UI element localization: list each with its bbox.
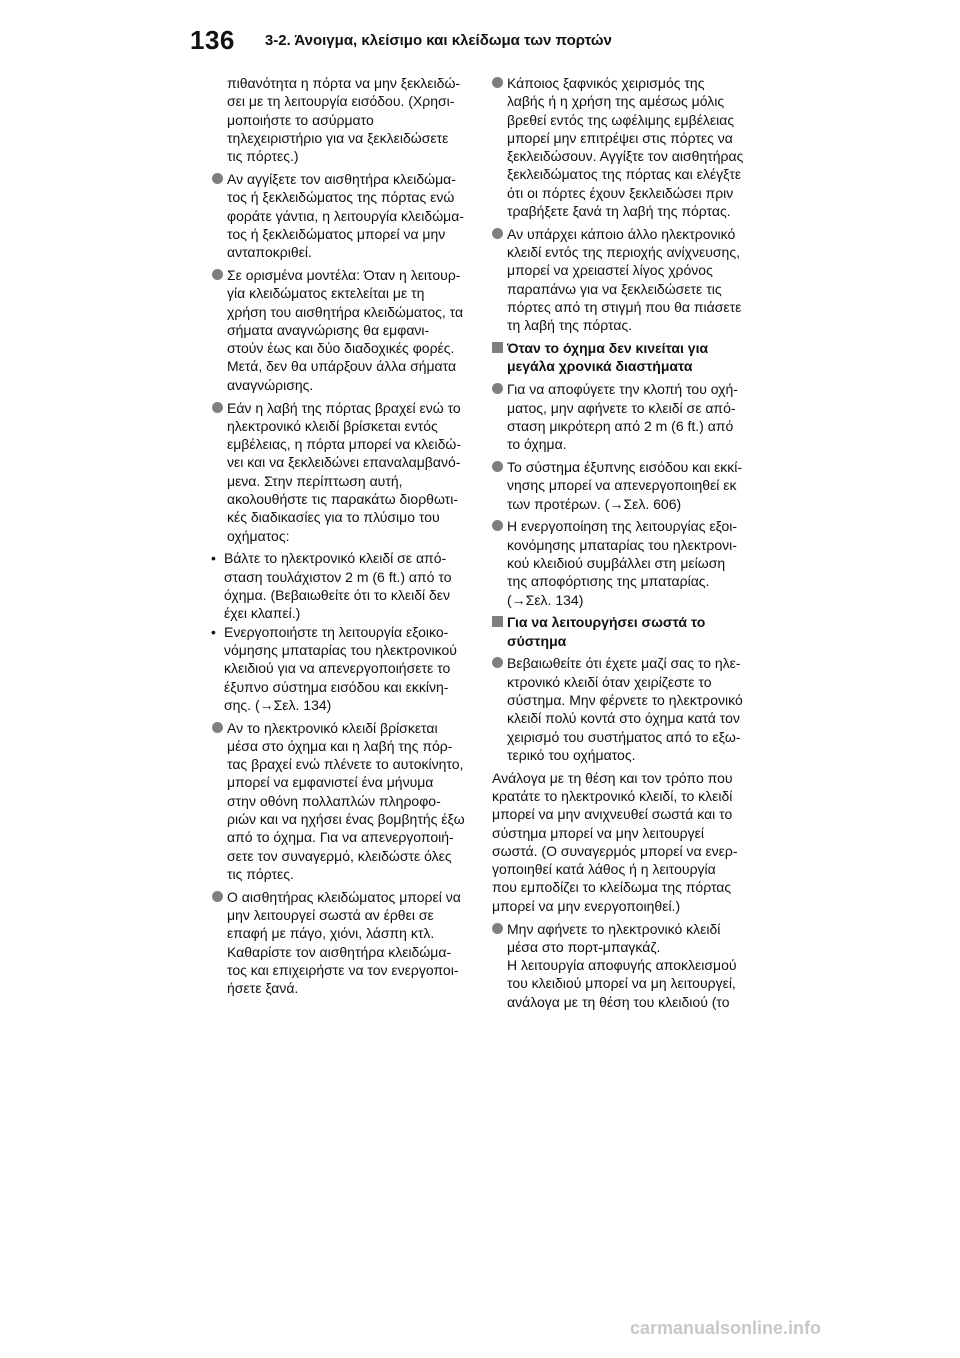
text-line: ανάλογα με τη θέση του κλειδιού (το [507, 993, 730, 1010]
text-line: τερικό του οχήματος. [507, 746, 636, 763]
text-line: παραπάνω για να ξεκλειδώσετε τις [507, 280, 722, 297]
text-line: Ο αισθητήρας κλειδώματος μπορεί να [227, 888, 461, 905]
text-line: χειρισμό του συστήματος από το εξω- [507, 728, 741, 745]
text-line: Βάλτε το ηλεκτρονικό κλειδί σε από- [224, 550, 447, 567]
text-line: Η λειτουργία αποφυγής αποκλεισμού [507, 957, 737, 974]
text-line: μπορεί να χρειαστεί λίγος χρόνος [507, 262, 713, 279]
text-line: κτρονικό κλειδί όταν χειρίζεστε το [507, 673, 712, 690]
section-heading [492, 339, 754, 376]
sub-bullet-dot-icon: • [211, 623, 216, 640]
text-line: Για να αποφύγετε την κλοπή του οχή- [507, 381, 738, 398]
bullet-item [492, 920, 754, 1011]
text-line: τας βραχεί ενώ πλένετε το αυτοκίνητο, [227, 756, 464, 773]
text-line: Αν αγγίξετε τον αισθητήρα κλειδώμα- [227, 170, 456, 187]
text-line: κού κλειδιού συμβάλλει στη μείωση [507, 554, 726, 571]
bullet-circle-icon [492, 383, 503, 394]
bullet-circle-icon [212, 269, 223, 280]
text-line: νησης μπορεί να απενεργοποιηθεί εκ [507, 477, 737, 494]
continued-paragraph [212, 74, 476, 165]
text-line: έξυπνο σύστημα εισόδου και εκκίνη- [224, 678, 449, 695]
text-line: ανταποκριθεί. [227, 244, 312, 261]
text-line: φοράτε γάντια, η λειτουργία κλειδώμα- [227, 207, 464, 224]
text-line: που εμποδίζει το κλείδωμα της πόρτας [492, 879, 732, 896]
bullet-circle-icon [212, 402, 223, 413]
bullet-item [492, 74, 754, 220]
bullet-circle-icon [492, 923, 503, 934]
text-line: Το σύστημα έξυπνης εισόδου και εκκί- [507, 458, 743, 475]
text-line: από το όχημα. Για να απενεργοποιή- [227, 829, 454, 846]
text-line: γία κλειδώματος εκτελείται με τη [227, 285, 425, 302]
text-line: μοποιήστε το ασύρματο [227, 111, 374, 128]
text-line: Για να λειτουργήσει σωστά το [507, 614, 706, 631]
text-line: τις πόρτες.) [227, 148, 299, 165]
text-line: (→Σελ. 134) [507, 591, 584, 608]
bullet-circle-icon [492, 657, 503, 668]
text-line: αναγνώρισης. [227, 376, 314, 393]
text-line: τος και επιχειρήστε να τον ενεργοποι- [227, 961, 459, 978]
text-line: ριών και να ηχήσει ένας βομβητής έξω [227, 811, 465, 828]
section-square-icon [492, 616, 503, 627]
bullet-circle-icon [212, 722, 223, 733]
text-line: τη λαβή της πόρτας. [507, 317, 633, 334]
text-line: σετε τον συναγερμό, κλειδώστε όλες [227, 847, 452, 864]
text-line: μενα. Στην περίπτωση αυτή, [227, 472, 403, 489]
bullet-item [212, 888, 476, 998]
text-line: ματος, μην αφήνετε το κλειδί σε από- [507, 399, 736, 416]
page-number: 136 [190, 24, 235, 55]
text-line: ξεκλειδώματος της πόρτας και ελέγξτε [507, 166, 742, 183]
text-line: Όταν το όχημα δεν κινείται για [507, 340, 709, 357]
text-line: τος ή ξεκλειδώματος της πόρτας ενώ [227, 189, 455, 206]
text-line: χρήση του αισθητήρα κλειδώματος, τα [227, 303, 464, 320]
text-line: κλειδί εντός της περιοχής ανίχνευσης, [507, 244, 740, 261]
bullet-item [212, 170, 476, 261]
text-line: σταση μικρότερη από 2 m (6 ft.) από [507, 417, 734, 434]
text-line: Σε ορισμένα μοντέλα: Όταν η λειτουρ- [227, 266, 461, 283]
text-line: γοποιηθεί κατά λάθος ή η λειτουργία [492, 861, 716, 878]
text-line: Κάποιος ξαφνικός χειρισμός της [507, 75, 705, 91]
text-line: ακολουθήστε τις παρακάτω διορθωτι- [227, 491, 458, 508]
bullet-item [212, 719, 476, 884]
left-column [212, 74, 476, 1002]
sub-bullet-dot-icon: • [211, 550, 216, 567]
sub-bullet-item [209, 549, 476, 622]
bullet-item [492, 458, 754, 513]
text-line: Βεβαιωθείτε ότι έχετε μαζί σας το ηλε- [507, 655, 741, 672]
bullet-circle-icon [212, 173, 223, 184]
text-line: ότι οι πόρτες έχουν ξεκλειδώσει πριν [507, 184, 734, 201]
text-line: τος ή ξεκλειδώματος μπορεί να μην [227, 225, 446, 242]
text-line: κονόμησης μπαταρίας του ηλεκτρονι- [507, 536, 737, 553]
section-heading [492, 613, 754, 650]
bullet-circle-icon [212, 891, 223, 902]
bullet-circle-icon [492, 228, 503, 239]
text-line: σης. (→Σελ. 134) [224, 696, 332, 713]
text-line: μέσα στο όχημα και η λαβή της πόρ- [227, 737, 453, 754]
bullet-item [212, 266, 476, 394]
bullet-item [492, 517, 754, 608]
text-line: Εάν η λαβή της πόρτας βραχεί ενώ το [227, 399, 461, 416]
text-line: κλειδί πολύ κοντά στο όχημα κατά τον [507, 710, 740, 727]
text-line: μπορεί να μην ανιχνευθεί σωστά και το [492, 806, 733, 823]
bullet-item [492, 380, 754, 453]
page-header [190, 20, 612, 60]
text-line: σύστημα μπορεί να μην λειτουργεί [492, 824, 704, 841]
section-square-icon [492, 342, 503, 353]
sub-bullet-item [209, 623, 476, 714]
text-line: στην οθόνη πολλαπλών πληροφο- [227, 792, 441, 809]
text-line: ήσετε ξανά. [227, 980, 299, 997]
right-column [492, 74, 754, 1016]
text-line: Μην αφήνετε το ηλεκτρονικό κλειδί [507, 920, 721, 937]
text-line: σταση τουλάχιστον 2 m (6 ft.) από το [224, 568, 452, 585]
text-line: Καθαρίστε τον αισθητήρα κλειδώμα- [227, 943, 452, 960]
text-line: Ενεργοποιήστε τη λειτουργία εξοικο- [224, 623, 449, 640]
text-line: ηλεκτρονικό κλειδί βρίσκεται εντός [227, 417, 438, 434]
text-line: των προτέρων. (→Σελ. 606) [507, 495, 682, 512]
text-line: κρατάτε το ηλεκτρονικό κλειδί, το κλειδί [492, 787, 733, 804]
bullet-item [212, 399, 476, 545]
text-line: Ανάλογα με τη θέση και τον τρόπο που [492, 769, 733, 786]
text-line: Αν το ηλεκτρονικό κλειδί βρίσκεται [227, 719, 438, 736]
bullet-circle-icon [492, 520, 503, 531]
text-line: μέσα στο πορτ-μπαγκάζ. [507, 938, 661, 955]
text-line: Αν υπάρχει κάποιο άλλο ηλεκτρονικό [507, 225, 736, 242]
text-line: λαβής ή η χρήση της αμέσως μόλις [507, 93, 725, 110]
text-line: τραβήξετε ξανά τη λαβή της πόρτας. [507, 203, 731, 220]
text-line: κλειδιού για να απενεργοποιήσετε το [224, 660, 451, 677]
text-line: το όχημα. [507, 436, 567, 453]
text-line: στούν έως και δύο διαδοχικές φορές. [227, 340, 455, 357]
bullet-item [492, 654, 754, 764]
text-line: σύστημα [507, 632, 567, 649]
text-line: του κλειδιού μπορεί να μη λειτουργεί, [507, 975, 736, 992]
text-line: Η ενεργοποίηση της λειτουργίας εξοι- [507, 518, 738, 535]
paragraph [492, 769, 754, 915]
text-line: οχήματος: [227, 527, 290, 544]
text-line: τις πόρτες. [227, 865, 294, 882]
text-line: βρεθεί εντός της ωφέλιμης εμβέλειας [507, 111, 735, 128]
text-line: μπορεί να εμφανιστεί ένα μήνυμα [227, 774, 434, 791]
text-line: τηλεχειριστήριο για να ξεκλειδώσετε [227, 129, 449, 146]
text-line: ξεκλειδώσουν. Αγγίξτε τον αισθητήρας [507, 148, 744, 165]
text-line: επαφή με πάγο, χιόνι, λάσπη κτλ. [227, 925, 435, 942]
text-line: της αποφόρτισης της μπαταρίας. [507, 573, 710, 590]
section-title: 3-2. Άνοιγμα, κλείσιμο και κλείδωμα των πορτών [264, 31, 612, 49]
text-line: μεγάλα χρονικά διαστήματα [507, 358, 693, 375]
text-line: μπορεί να μην ενεργοποιηθεί.) [492, 897, 681, 914]
text-line: όχημα. (Βεβαιωθείτε ότι το κλειδί δεν [224, 587, 451, 604]
text-line: σωστά. (Ο συναγερμός μπορεί να ενερ- [492, 842, 738, 859]
bullet-circle-icon [492, 77, 503, 88]
text-line: νόμησης μπαταρίας του ηλεκτρονικού [224, 641, 457, 658]
text-line: πιθανότητα η πόρτα να μην ξεκλειδώ- [227, 75, 461, 91]
text-line: σει με τη λειτουργία εισόδου. (Χρησι- [227, 93, 455, 110]
text-line: έχει κλαπεί.) [224, 605, 301, 622]
bullet-item [492, 225, 754, 335]
text-line: νει και να ξεκλειδώνει επαναλαμβανό- [227, 454, 461, 471]
text-line: μην λειτουργεί σωστά αν έρθει σε [227, 907, 434, 924]
text-line: κές διαδικασίες για το πλύσιμο του [227, 509, 440, 526]
watermark: carmanualsonline.info [630, 1318, 822, 1338]
text-line: σύστημα. Μην φέρνετε το ηλεκτρονικό [507, 692, 743, 708]
text-line: σήματα αναγνώρισης θα εμφανι- [227, 321, 430, 338]
text-line: πόρτες από τη στιγμή που θα πιάσετε [507, 299, 742, 316]
text-line: μπορεί μην επιτρέψει στις πόρτες να [507, 129, 733, 146]
bullet-circle-icon [492, 461, 503, 472]
text-line: Μετά, δεν θα υπάρξουν άλλα σήματα [227, 358, 457, 375]
text-line: εμβέλειας, η πόρτα μπορεί να κλειδώ- [227, 436, 462, 453]
